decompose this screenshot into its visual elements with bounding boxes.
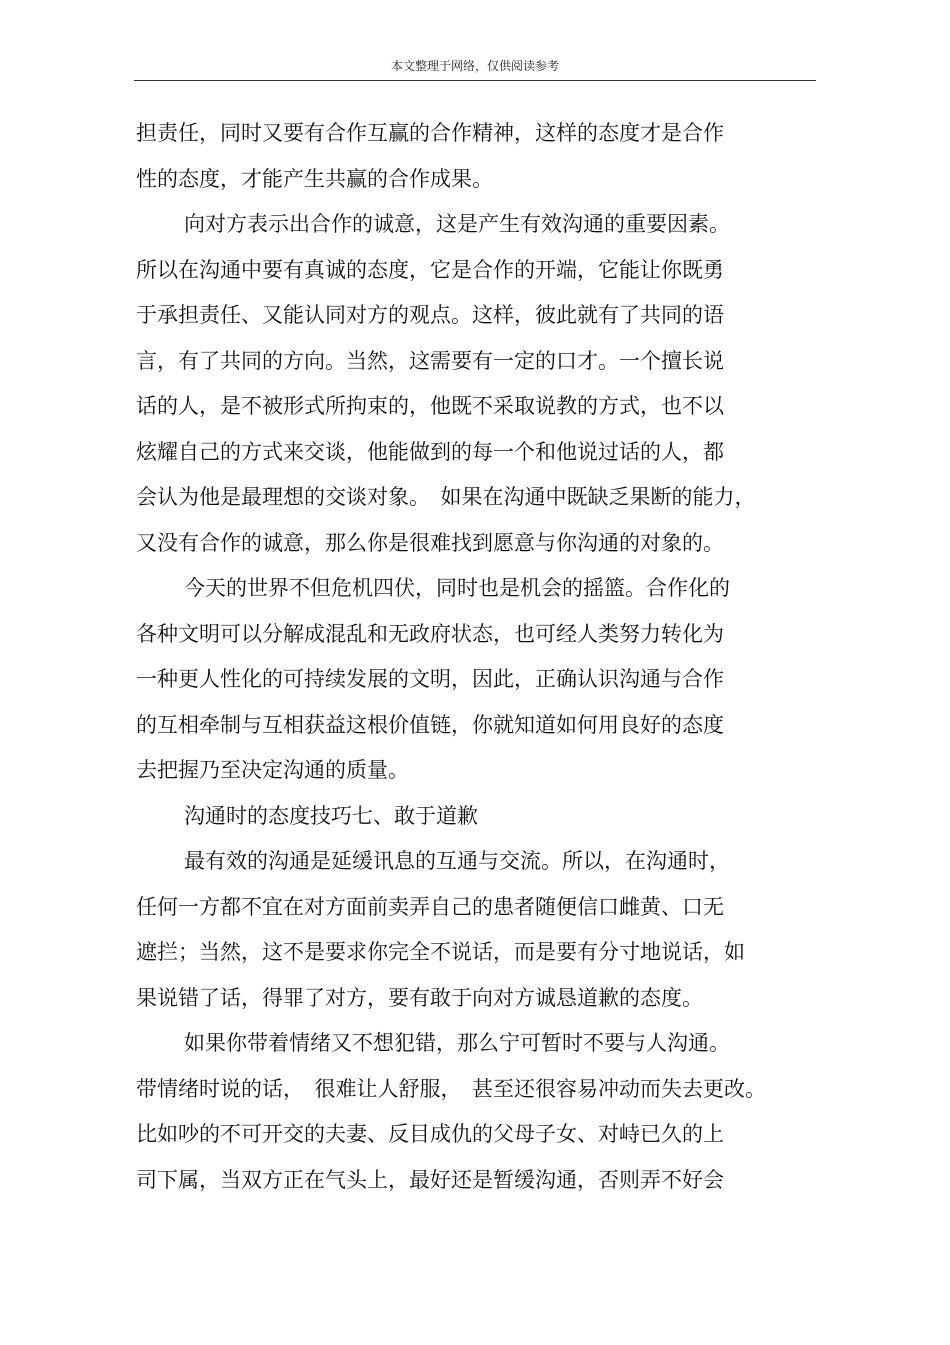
text-line: 遮拦；当然，这不是要求你完全不说话，而是要有分寸地说话，如	[136, 940, 745, 964]
text-line: 任何一方都不宜在对方面前卖弄自己的患者随便信口雌黄、口无	[136, 894, 724, 919]
text-line: 担责任，同时又要有合作互赢的合作精神，这样的态度才是合作	[136, 121, 724, 145]
text-line: 向对方表示出合作的诚意，这是产生有效沟通的重要因素。	[184, 212, 730, 236]
text-line: 又没有合作的诚意，那么你是很难找到愿意与你沟通的对象的。	[136, 530, 724, 555]
text-line: 司下属，当双方正在气头上，最好还是暂缓沟通，否则弄不好会	[136, 1167, 724, 1192]
text-line: 话的人，是不被形式所拘束的，他既不采取说教的方式，也不以	[136, 394, 724, 418]
text-line: 各种文明可以分解成混乱和无政府状态，也可经人类努力转化为	[136, 621, 724, 646]
page-header: 本文整理于网络，仅供阅读参考	[390, 59, 559, 73]
text-line: 言，有了共同的方向。当然，这需要有一定的口才。一个擅长说	[136, 348, 724, 373]
text-line: 于承担责任、又能认同对方的观点。这样，彼此就有了共同的语	[136, 303, 724, 327]
text-line: 一种更人性化的可持续发展的文明，因此，正确认识沟通与合作	[136, 667, 724, 691]
text-line: 性的态度，才能产生共赢的合作成果。	[136, 166, 493, 191]
text-line: 最有效的沟通是延缓讯息的互通与交流。所以，在沟通时，	[184, 849, 730, 873]
text-line: 所以在沟通中要有真诚的态度，它是合作的开端，它能让你既勇	[136, 257, 724, 282]
text-line: 沟通时的态度技巧七、敢于道歉	[184, 803, 478, 828]
text-line: 的互相牵制与互相获益这根价值链，你就知道如何用良好的态度	[136, 712, 724, 737]
text-line: 带情绪时说的话， 很难让人舒服， 甚至还很容易冲动而失去更改。	[136, 1076, 766, 1101]
text-line: 去把握乃至决定沟通的质量。	[136, 758, 409, 782]
text-line: 今天的世界不但危机四伏，同时也是机会的摇篮。合作化的	[184, 576, 730, 600]
header-divider	[134, 80, 816, 81]
document-body	[136, 114, 796, 1206]
text-line: 会认为他是最理想的交谈对象。 如果在沟通中既缺乏果断的能力，	[136, 485, 756, 509]
text-line: 比如吵的不可开交的夫妻、反目成仇的父母子女、对峙已久的上	[136, 1122, 724, 1146]
text-line: 炫耀自己的方式来交谈，他能做到的每一个和他说过话的人，都	[136, 439, 724, 464]
text-line: 果说错了话，得罪了对方，要有敢于向对方诚恳道歉的态度。	[136, 985, 703, 1010]
text-line: 如果你带着情绪又不想犯错，那么宁可暂时不要与人沟通。	[184, 1031, 730, 1055]
